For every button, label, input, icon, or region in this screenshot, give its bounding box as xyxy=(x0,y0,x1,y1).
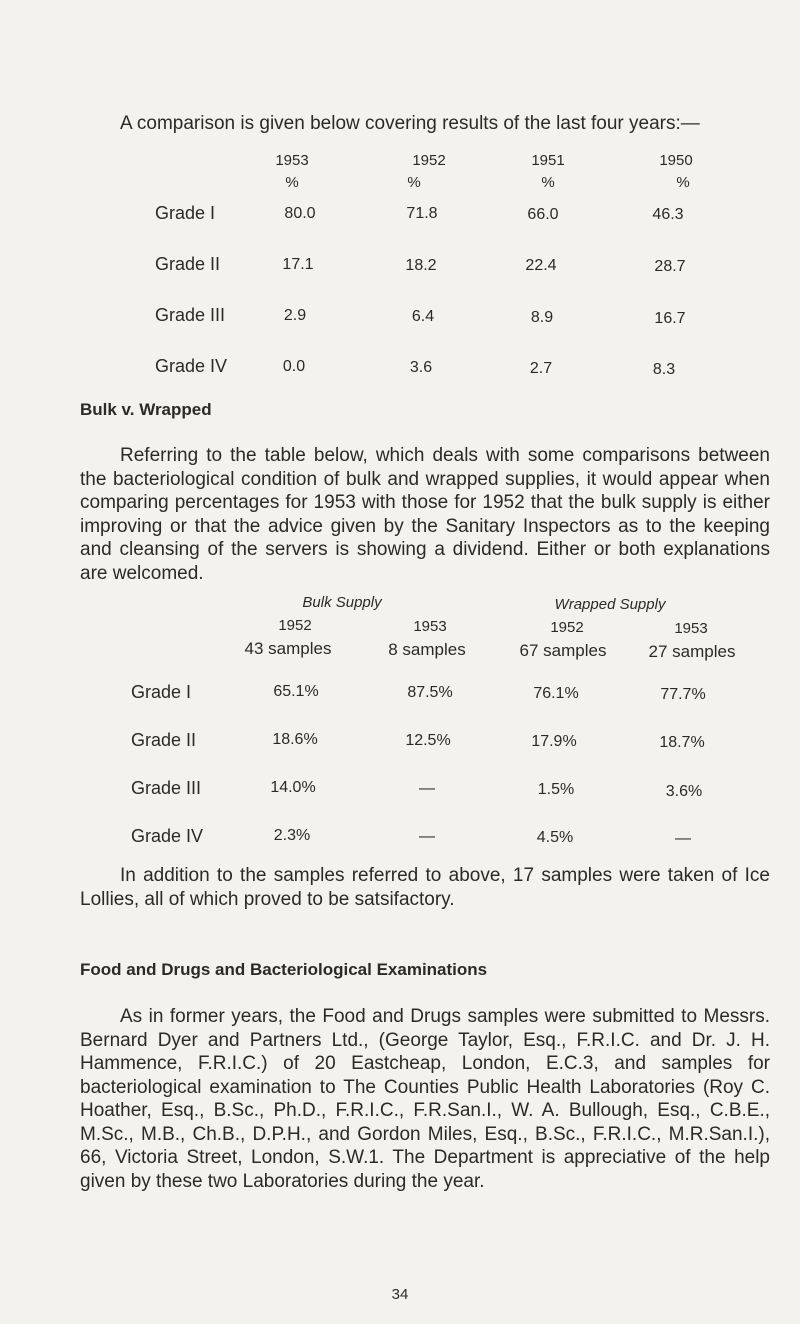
supply-row-label: Grade I xyxy=(131,682,192,702)
supply-cell: — xyxy=(419,780,435,797)
supply-row-label: Grade IV xyxy=(131,826,204,846)
supply-cell: 4.5% xyxy=(536,829,574,846)
supply-cell: 12.5% xyxy=(405,732,451,749)
section-heading: Food and Drugs and Bacteriological Examinations xyxy=(80,960,488,979)
supply-year-header: 1953 xyxy=(413,618,447,635)
supply-cell: 77.7% xyxy=(660,686,706,703)
comparison-cell: 8.9 xyxy=(530,309,554,326)
supply-year-header: 1953 xyxy=(674,620,708,637)
supply-row-label: Grade II xyxy=(131,730,197,750)
comparison-year-header: 1950 xyxy=(659,152,693,169)
supply-row-label: Grade III xyxy=(131,778,202,798)
comparison-year-header: 1952 xyxy=(412,152,446,169)
supply-cell: 14.0% xyxy=(270,779,316,796)
supply-cell: 2.3% xyxy=(273,827,311,844)
comparison-cell: 16.7 xyxy=(654,310,686,327)
supply-year-header: 1952 xyxy=(278,617,312,634)
supply-cell: 3.6% xyxy=(665,783,703,800)
comparison-cell: 46.3 xyxy=(652,206,684,223)
supply-cell: — xyxy=(419,828,435,845)
comparison-cell: 2.7 xyxy=(529,360,553,377)
supply-samples-header: 27 samples xyxy=(648,642,736,661)
comparison-cell: 22.4 xyxy=(525,257,557,274)
supply-cell: 87.5% xyxy=(407,684,453,701)
supply-samples-header: 8 samples xyxy=(388,640,466,659)
comparison-cell: 71.8 xyxy=(406,205,438,222)
comparison-row-label: Grade III xyxy=(155,305,226,325)
supply-cell: 76.1% xyxy=(533,685,579,702)
supply-cell: — xyxy=(675,830,691,847)
comparison-unit-header: % xyxy=(541,174,555,191)
comparison-row-label: Grade I xyxy=(155,203,216,223)
supply-year-header: 1952 xyxy=(550,619,584,636)
intro-paragraph: A comparison is given below covering results of the last four years:— xyxy=(120,113,700,134)
supply-cell: 18.7% xyxy=(659,734,705,751)
supply-group-header: Bulk Supply xyxy=(302,594,382,611)
comparison-unit-header: % xyxy=(407,174,421,191)
section-heading: Bulk v. Wrapped xyxy=(80,400,212,419)
supply-cell: 18.6% xyxy=(272,731,318,748)
comparison-row-label: Grade IV xyxy=(155,356,228,376)
ice-lollies-paragraph: In addition to the samples referred to above, 17 samples were taken of Ice Lollies, all of which proved to be satsifactory. xyxy=(80,865,770,910)
comparison-unit-header: % xyxy=(676,174,690,191)
comparison-cell: 18.2 xyxy=(405,257,437,274)
comparison-unit-header: % xyxy=(285,174,299,191)
supply-group-header: Wrapped Supply xyxy=(554,596,666,613)
comparison-row-label: Grade II xyxy=(155,254,221,274)
comparison-cell: 6.4 xyxy=(411,308,435,325)
comparison-cell: 3.6 xyxy=(409,359,433,376)
comparison-year-header: 1953 xyxy=(275,152,309,169)
supply-cell: 65.1% xyxy=(273,683,319,700)
supply-cell: 1.5% xyxy=(537,781,575,798)
comparison-cell: 2.9 xyxy=(283,307,307,324)
food-drugs-paragraph: As in former years, the Food and Drugs samples were submitted to Messrs. Bernard Dyer and Partners Ltd., (George Taylor, Esq., F.R.I.C. and Dr. J. H. Hammence, F.R.I.C.) of 20 Eastcheap, London, E.C.3, and samples for bacteriological examination to The Counties Public Health Laboratories (Roy C. Hoather, Esq., B.Sc., Ph.D., F.R.I.C., F.R.San.I., W. A. Bullough, Esq., C.B.E., M.Sc., M.B., Ch.B., D.P.H., and Gordon Miles, Esq., B.Sc., F.R.I.C., M.R.San.I.), 66, Victoria Street, London, S.W.1. The Department is appreciative of the help given by these two Laboratories during the year. xyxy=(80,1006,770,1192)
comparison-cell: 0.0 xyxy=(282,358,306,375)
comparison-cell: 80.0 xyxy=(284,205,316,222)
supply-cell: 17.9% xyxy=(531,733,577,750)
comparison-cell: 66.0 xyxy=(527,206,559,223)
comparison-cell: 17.1 xyxy=(282,256,314,273)
bulk-wrapped-paragraph: Referring to the table below, which deals with some comparisons between the bacteriological condition of bulk and wrapped supplies, it would appear when comparing percentages for 1953 with those for 1952 that the bulk supply is either improving or that the advice given by the Sanitary Inspectors as to the keeping and cleansing of the servers is showing a dividend. Either or both explanations are welcomed. xyxy=(80,445,770,584)
page-number: 34 xyxy=(391,1286,409,1303)
supply-samples-header: 43 samples xyxy=(244,639,332,658)
supply-samples-header: 67 samples xyxy=(519,641,607,660)
comparison-cell: 8.3 xyxy=(652,361,676,378)
comparison-cell: 28.7 xyxy=(654,258,686,275)
comparison-year-header: 1951 xyxy=(531,152,565,169)
